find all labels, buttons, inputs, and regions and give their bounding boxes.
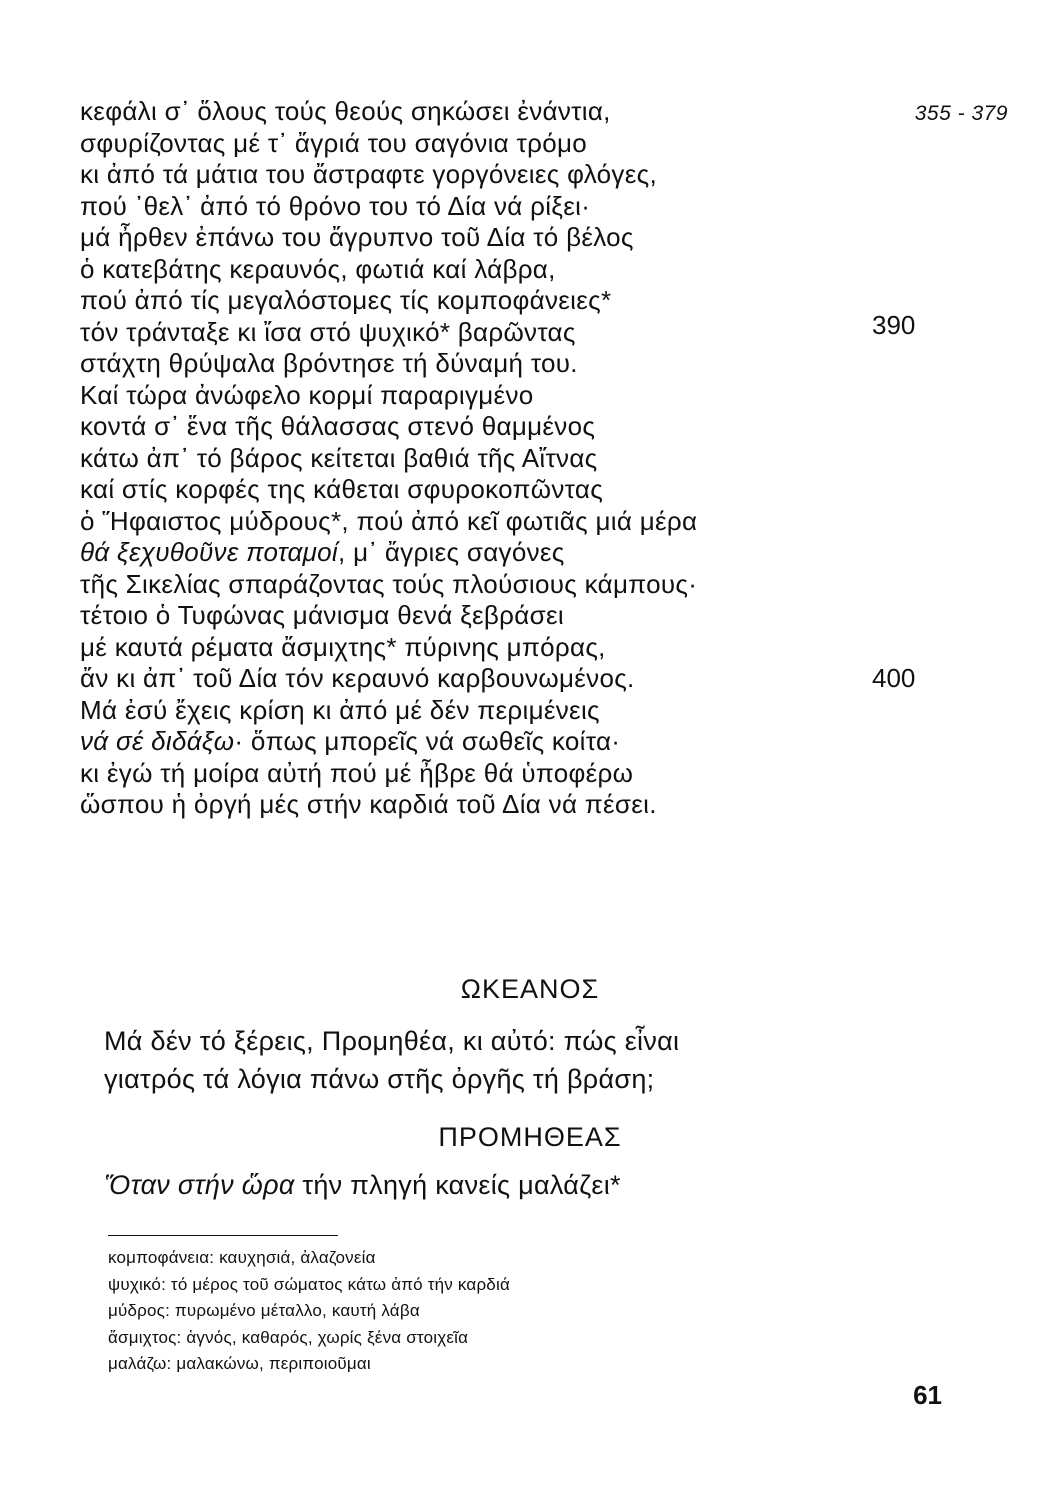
footnote: μαλάζω: μαλακώνω, περιποιοῦμαι <box>108 1354 371 1373</box>
verse-line: κι ἀπό τά μάτια του ἄστραφτε γοργόνειες φλόγες, <box>80 159 657 189</box>
verse-line: στάχτη θρύψαλα βρόντησε τή δύναμή του. <box>80 348 578 378</box>
verse-line: μέ καυτά ρέματα ἄσμιχτης* πύρινης μπόρας, <box>80 631 606 662</box>
verse-line: μά ἦρθεν ἐπάνω του ἄγρυπνο τοῦ Δία τό βέλος <box>80 222 634 252</box>
verse-line: θά ξεχυθοῦνε ποταμοί, μ᾽ ἄγριες σαγόνες <box>80 537 565 567</box>
verse-line: κεφάλι σ᾽ ὅλους τούς θεούς σηκώσει ἐνάντια, <box>80 96 611 126</box>
verse-line: κι ἐγώ τή μοίρα αὐτή πού μέ ἦβρε θά ὑποφέρω <box>80 757 634 788</box>
verse-line: κοντά σ᾽ ἕνα τῆς θάλασσας στενό θαμμένος <box>80 411 596 441</box>
page-number: 61 <box>913 1380 942 1410</box>
verse-line: τέτοιο ὁ Τυφώνας μάνισμα θενά ξεβράσει <box>80 600 564 630</box>
verse-line: τῆς Σικελίας σπαράζοντας τούς πλούσιους κάμπους· <box>80 568 698 599</box>
footnote: κομποφάνεια: καυχησιά, ἀλαζονεία <box>108 1248 376 1267</box>
verse-line: ἄν κι ἀπ᾽ τοῦ Δία τόν κεραυνό καρβουνωμένος. <box>80 663 635 693</box>
speech-line <box>104 1166 864 1204</box>
footnote: ἄσμιχτος: ἁγνός, καθαρός, χωρίς ξένα στοιχεῖα <box>108 1327 469 1347</box>
verse-line: σφυρίζοντας μέ τ᾽ ἄγριά του σαγόνια τρόμο <box>80 127 587 158</box>
prometheus-speech <box>104 1166 864 1204</box>
speech-line-italic: Ὅταν στήν ὥρα <box>104 1170 295 1200</box>
speech-line: Μά δέν τό ξέρεις, Προμηθέα, κι αὐτό: πώς εἶναι <box>104 1026 680 1056</box>
verse-line: καί στίς κορφές της κάθεται σφυροκοπῶντας <box>80 474 604 504</box>
verse-range: 355 - 379 <box>914 102 1008 125</box>
footnote: ψυχικό: τό μέρος τοῦ σώματος κάτω ἀπό τήν καρδιά <box>108 1274 510 1294</box>
verse-line: Καί τώρα ἀνώφελο κορμί παραριγμένο <box>80 379 534 410</box>
verse-line: ὁ κατεβάτης κεραυνός, φωτιά καί λάβρα, <box>80 253 556 284</box>
verse-line: ὥσπου ἡ ὀργή μές στήν καρδιά τοῦ Δία νά πέσει. <box>80 789 657 819</box>
verse-line: κάτω ἀπ᾽ τό βάρος κείτεται βαθιά τῆς Αἴτνας <box>80 442 598 473</box>
footnotes <box>108 1245 808 1378</box>
verse-block <box>80 96 840 821</box>
verse-line: Μά ἐσύ ἔχεις κρίση κι ἀπό μέ δέν περιμένεις <box>80 694 600 725</box>
verse-line: ὁ Ἥφαιστος μύδρους*, πού ἀπό κεῖ φωτιᾶς μιά μέρα <box>80 505 698 536</box>
verse-line: νά σέ διδάξω· ὅπως μπορεῖς νά σωθεῖς κοίτα· <box>80 726 621 756</box>
italic-phrase: νά σέ διδάξω <box>80 726 235 756</box>
speech-line: γιατρός τά λόγια πάνω στῆς ὀργῆς τή βράση; <box>104 1064 655 1094</box>
verse-line: πού ἀπό τίς μεγαλόστομες τίς κομποφάνειες* <box>80 285 612 315</box>
verse-line: τόν τράνταξε κι ἴσα στό ψυχικό* βαρῶντας <box>80 316 576 347</box>
okeanos-speech <box>104 1022 864 1098</box>
speaker-okeanos: ΩΚΕΑΝΟΣ <box>460 974 600 1004</box>
speaker-prometheus: ΠΡΟΜΗΘΕΑΣ <box>438 1122 622 1152</box>
footnote-divider <box>108 1235 338 1236</box>
line-number-390: 390 <box>872 310 916 340</box>
line-number-400: 400 <box>872 663 916 693</box>
italic-phrase: θά ξεχυθοῦνε ποταμοί <box>80 537 339 567</box>
verse-line: πού ᾽θελ᾽ ἀπό τό θρόνο του τό Δία νά ρίξει· <box>80 190 591 221</box>
footnote: μύδρος: πυρωμένο μέταλλο, καυτή λάβα <box>108 1301 420 1320</box>
speech-line-rest: τήν πληγή κανείς μαλάζει* <box>294 1170 621 1200</box>
